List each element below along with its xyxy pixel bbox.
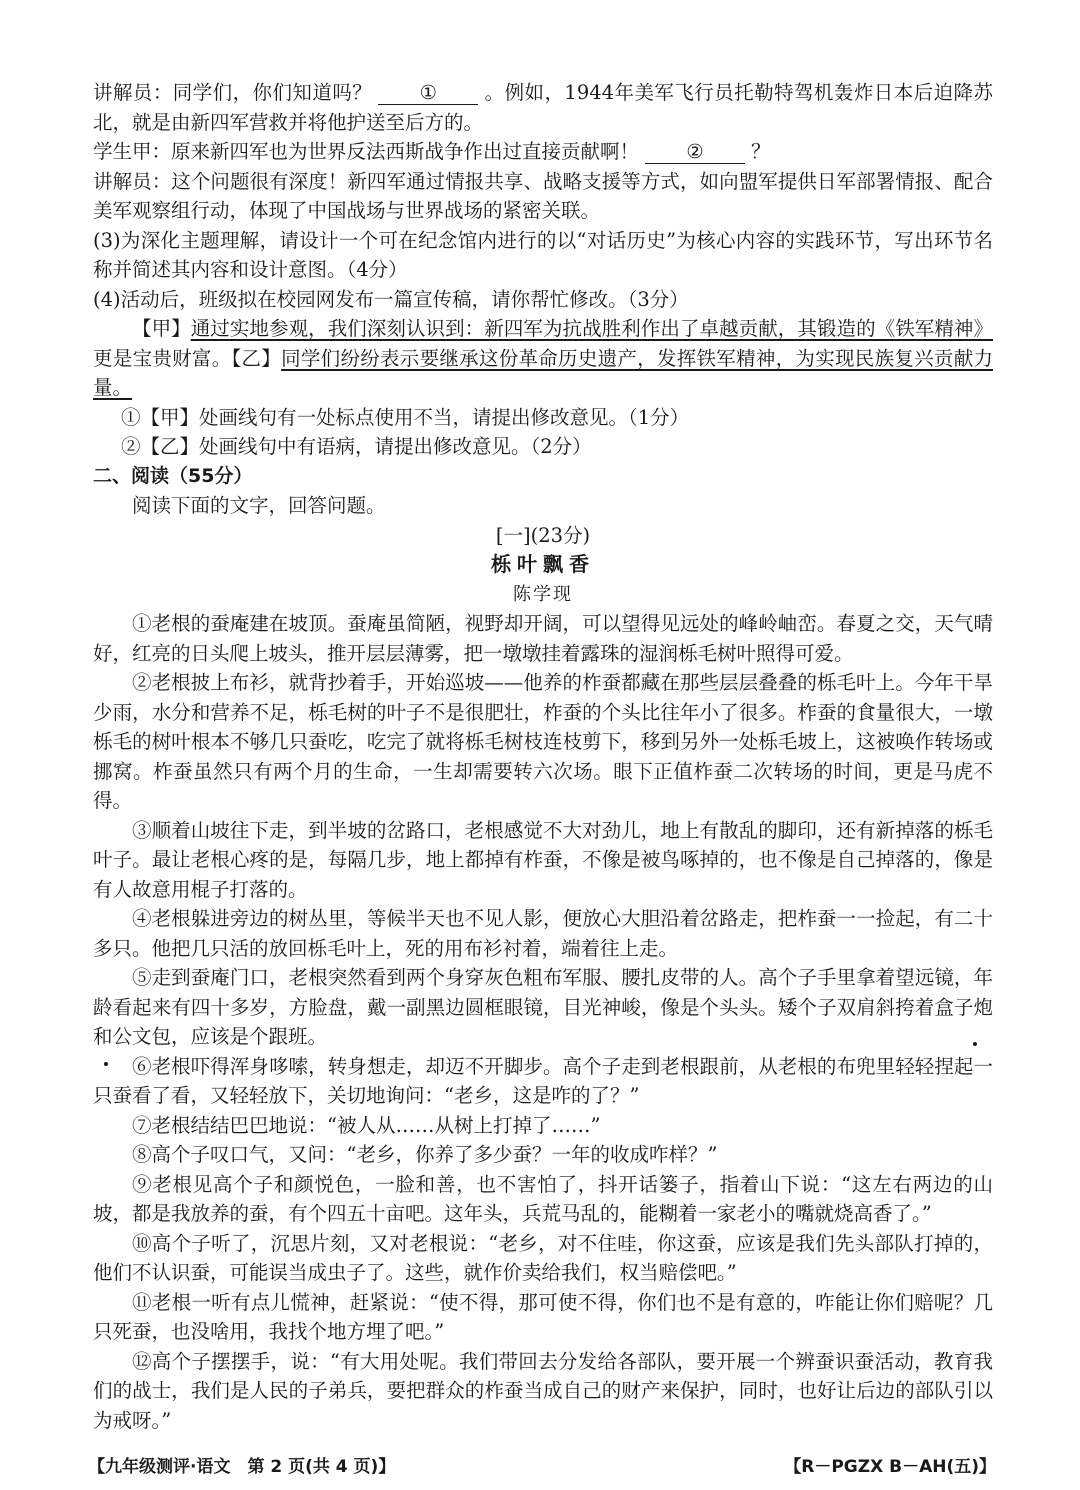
article-paragraph: ⑪老根一听有点儿慌神，赶紧说：“使不得，那可使不得，你们也不是有意的，咋能让你们赔呢？几只死蚕，也没啥用，我找个地方埋了吧。” [93, 1290, 993, 1343]
article-paragraph: ①老根的蚕庵建在坡顶。蚕庵虽简陋，视野却开阔，可以望得见远处的峰岭岫峦。春夏之交，天气晴好，红亮的日头爬上坡头，推开层层薄雾，把一墩墩挂着露珠的湿润栎毛树叶照得可爱。 [93, 612, 993, 665]
article-paragraph: ⑦老根结结巴巴地说：“被人从……从树上打掉了……” [132, 1113, 601, 1137]
question-4: (4)活动后，班级拟在校园网发布一篇宣传稿，请你帮忙修改。（3分） [93, 287, 689, 311]
article-paragraph: ⑫高个子摆摆手，说：“有大用处呢。我们带回去分发给各部队，要开展一个辨蚕识蚕活动，教育我们的战士，我们是人民的子弟兵，要把群众的柞蚕当成自己的财产来保护，同时，也好让后边的部队引以为戒呀。” [93, 1349, 993, 1432]
draft-text [93, 314, 993, 403]
article-title: 栎叶飘香 [491, 552, 595, 576]
sub-question-2: ②【乙】处画线句中有语病，请提出修改意见。（2分） [121, 435, 592, 458]
article-paragraph: ⑥老根吓得浑身哆嗦，转身想走，却迈不开脚步。高个子走到老根跟前，从老根的布兜里轻轻捏起一只蚕看了看，又轻轻放下，关切地询问：“老乡，这是咋的了？” [93, 1054, 993, 1107]
article-paragraph: ⑤走到蚕庵门口，老根突然看到两个身穿灰色粗布军服、腰扎皮带的人。高个子手里拿着望远镜，年龄看起来有四十多岁，方脸盘，戴一副黑边圆框眼镜，目光神峻，像是个头头。矮个子双肩斜挎着盒子炮和公文包，应该是个跟班。 [93, 966, 993, 1048]
article-paragraph: ④老根躲进旁边的树丛里，等候半天也不见人影，便放心大胆沿着岔路走，把柞蚕一一捡起，有二十多只。他把几只活的放回栎毛叶上，死的用布衫衬着，端着往上走。 [93, 907, 993, 960]
mark-yi: 【乙】 [231, 346, 282, 370]
part-label: [一](23分) [495, 523, 591, 547]
draft-text-plain: 更是宝贵财富。 [93, 346, 232, 370]
dialogue-text: 。例如，1944年美军飞行员托勒特驾机轰炸日本后迫降苏北，就是由新四军营救并将他护送至后方的。 [93, 81, 993, 134]
underlined-sentence-jia: 通过实地参观，我们深刻认识到：新四军为抗战胜利作出了卓越贡献，其锻造的《铁军精神》 [190, 317, 993, 340]
article-paragraph: ⑧高个子叹口气，又问：“老乡，你养了多少蚕？一年的收成咋样？” [132, 1143, 718, 1166]
question-3: (3)为深化主题理解，请设计一个可在纪念馆内进行的以“对话历史”为核心内容的实践环节，写出环节名称并简述其内容和设计意图。（4分） [93, 228, 993, 281]
dialogue-text: 讲解员：同学们，你们知道吗？ [93, 81, 373, 104]
article-paragraph: ②老根披上布衫，就背抄着手，开始巡坡——他养的柞蚕都藏在那些层层叠叠的栎毛叶上。今年干旱少雨，水分和营养不足，栎毛树的叶子不是很肥壮，柞蚕的个头比往年小了很多。柞蚕的食量很大，一墩栎毛的树叶根本不够几只蚕吃，吃完了就将栎毛树枝连枝剪下，移到另外一处栎毛坡上，这被唤作转场或挪窝。柞蚕虽然只有两个月的生命，一生却需要转六次场。眼下正值柞蚕二次转场的时间，更是马虎不得。 [93, 671, 993, 812]
footer-paper-code: 【R－PGZX B－AH(五)】 [784, 1457, 996, 1477]
dialogue-guide-1 [93, 78, 993, 137]
underlined-sentence-yi: 同学们纷纷表示要继承这份革命历史遗产，发挥铁军精神，为实现民族复兴贡献力量。 [93, 346, 993, 399]
answer-blank-1[interactable]: ① [378, 82, 478, 105]
emphasis-dot [104, 1062, 108, 1066]
sub-question-1: ①【甲】处画线句有一处标点使用不当，请提出修改意见。（1分） [121, 405, 690, 429]
article-paragraph: ⑨老根见高个子和颜悦色，一脸和善，也不害怕了，抖开话篓子，指着山下说：“这左右两边的山坡，都是我放养的蚕，有个四五十亩吧。这年头，兵荒马乱的，能糊着一家老小的嘴就烧高香了。” [93, 1172, 993, 1225]
dialogue-text: 学生甲：原来新四军也为世界反法西斯战争作出过直接贡献啊！ [93, 140, 640, 163]
reading-instruction: 阅读下面的文字，回答问题。 [132, 494, 386, 517]
emphasis-dot [973, 1042, 977, 1046]
mark-jia: 【甲】 [132, 317, 191, 340]
article-author: 陈学现 [513, 583, 573, 605]
answer-blank-2[interactable]: ② [645, 141, 745, 164]
dialogue-text: ？ [751, 140, 771, 163]
dialogue-guide-2: 讲解员：这个问题很有深度！新四军通过情报共享、战略支援等方式，如向盟军提供日军部署情报、配合美军观察组行动，体现了中国战场与世界战场的紧密关联。 [93, 169, 993, 222]
dialogue-student [93, 137, 993, 167]
page-content [93, 78, 993, 1435]
article-paragraph: ⑩高个子听了，沉思片刻，又对老根说：“老乡，对不住哇，你这蚕，应该是我们先头部队打掉的，他们不认识蚕，可能误当成虫子了。这些，就作价卖给我们，权当赔偿吧。” [93, 1231, 993, 1284]
article-paragraph: ③顺着山坡往下走，到半坡的岔路口，老根感觉不大对劲儿，地上有散乱的脚印，还有新掉落的栎毛叶子。最让老根心疼的是，每隔几步，地上都掉有柞蚕，不像是被鸟啄掉的，也不像是自己掉落的，像是有人故意用棍子打落的。 [93, 818, 993, 901]
section-heading: 二、阅读（55分） [93, 464, 253, 487]
footer-page-info: 【九年级测评·语文 第 2 页(共 4 页)】 [88, 1457, 396, 1477]
